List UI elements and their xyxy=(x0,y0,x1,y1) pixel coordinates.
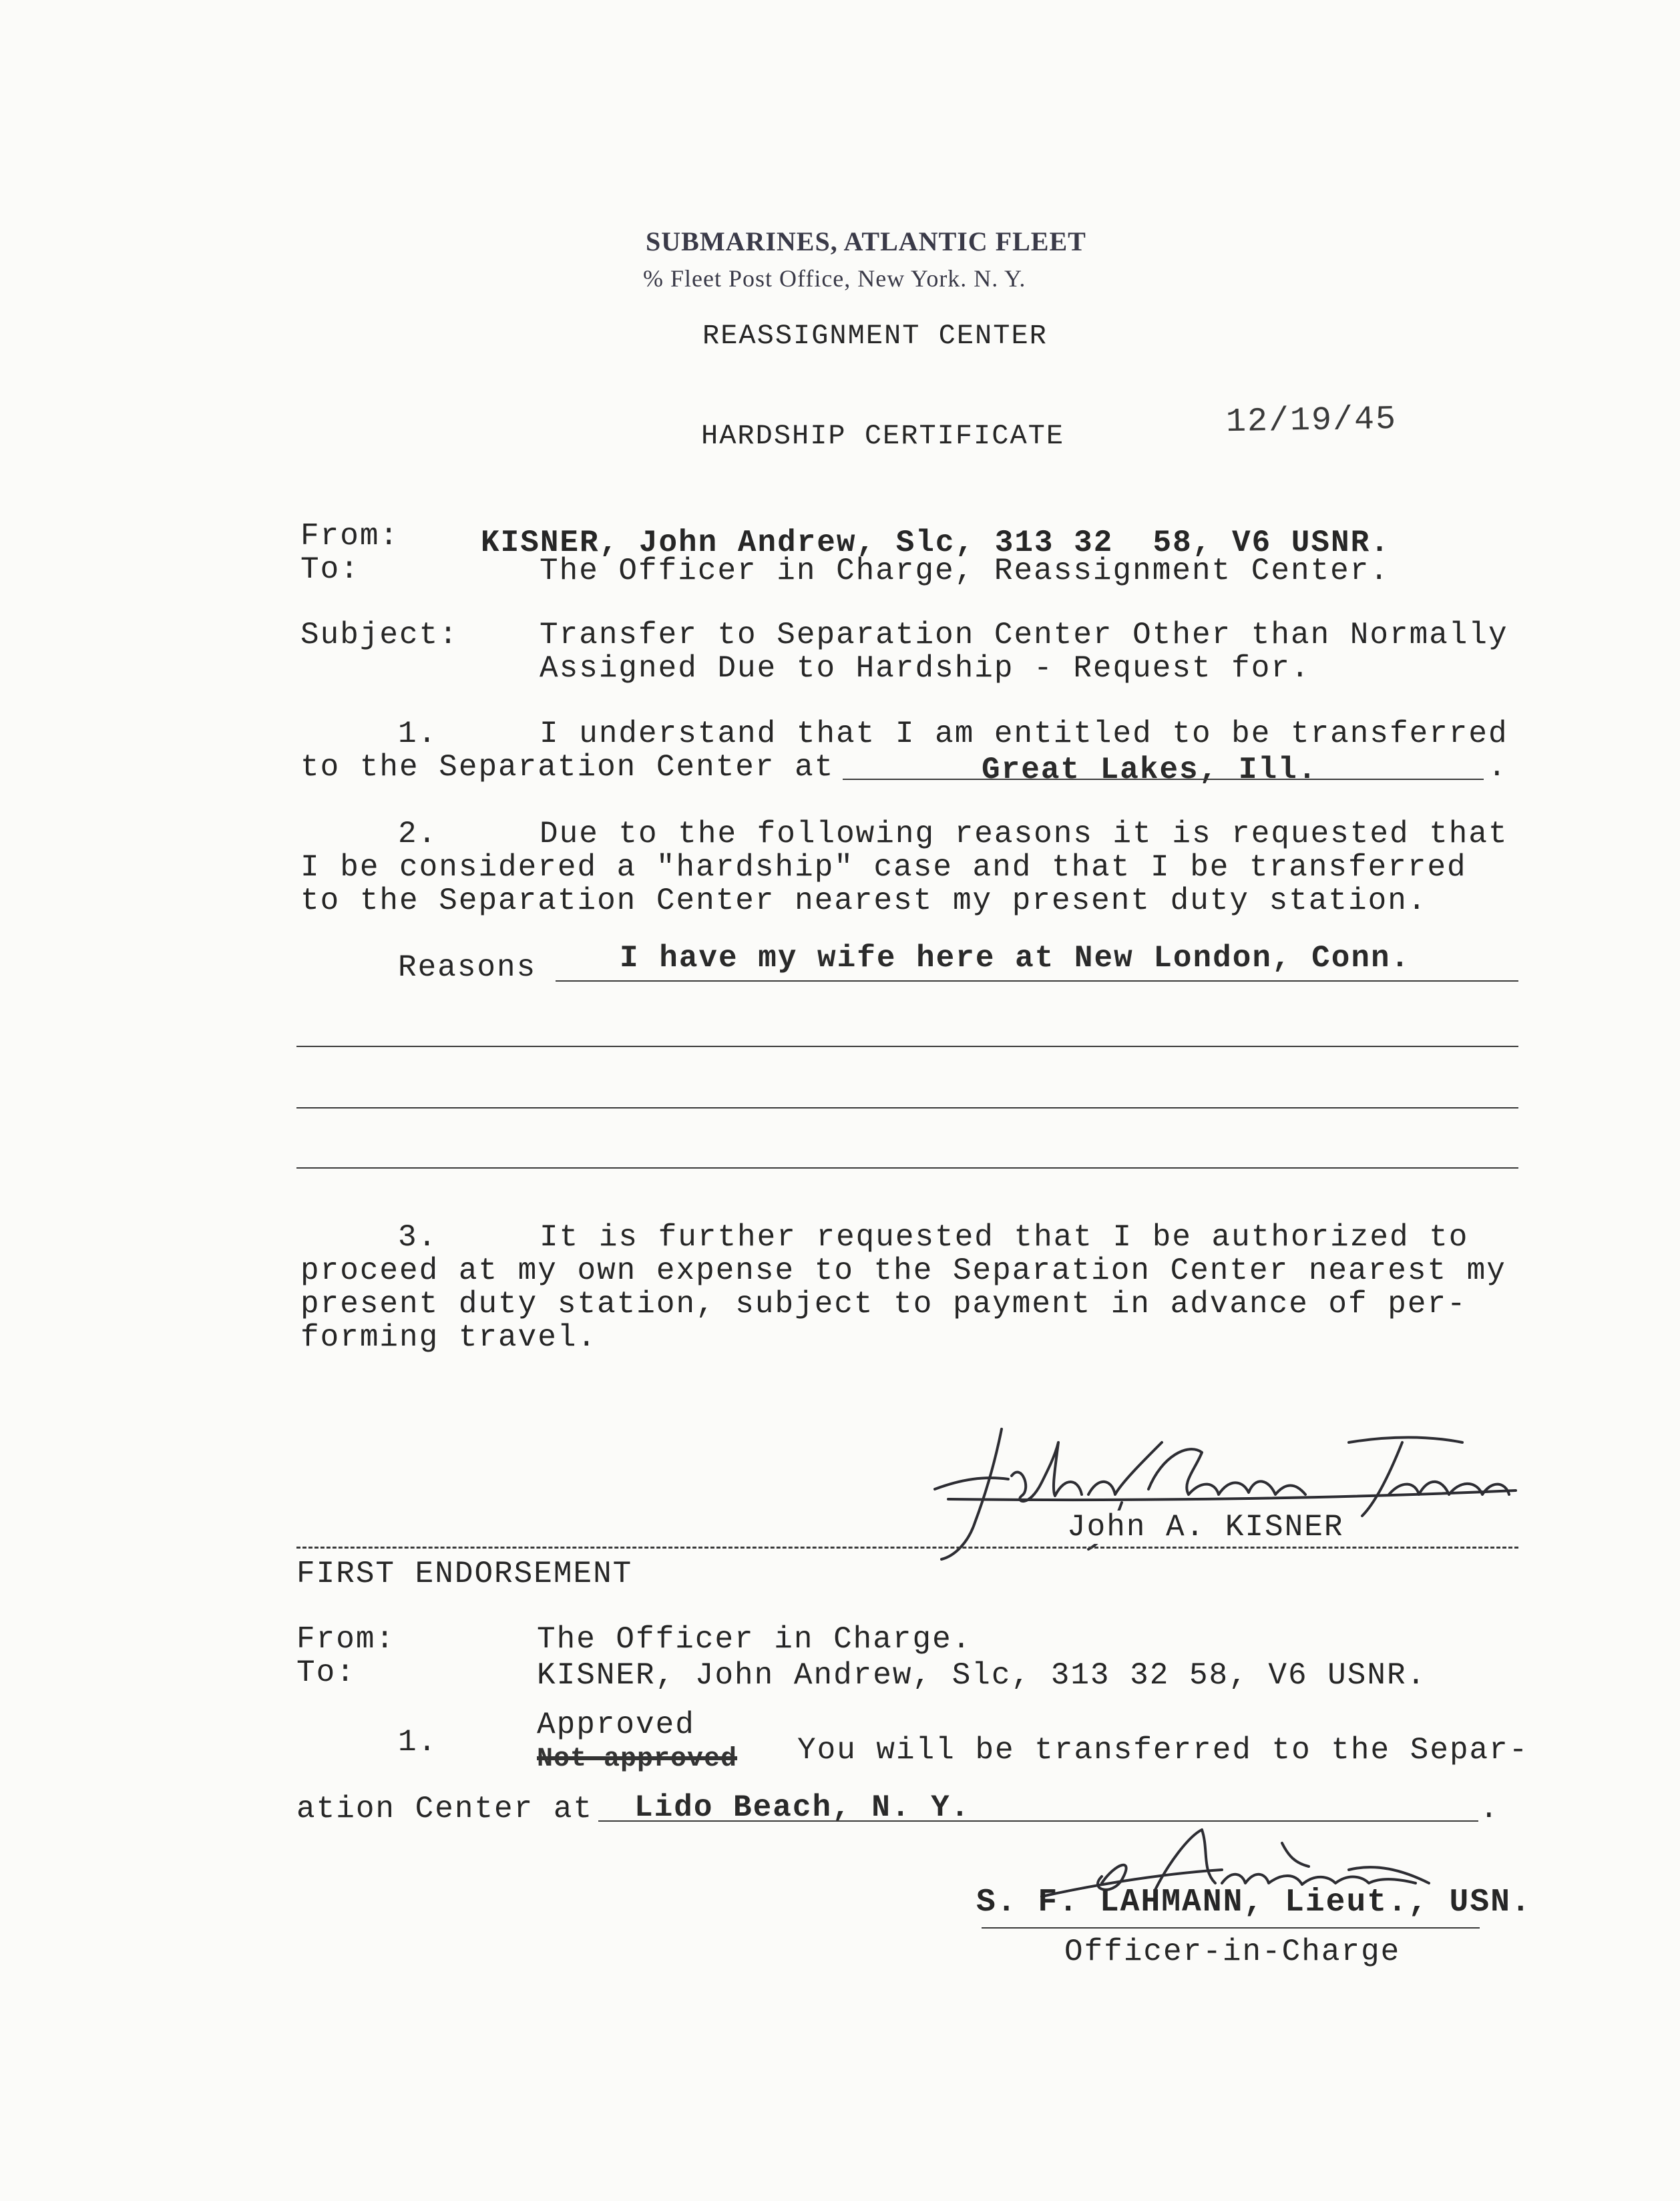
letterhead-unit: REASSIGNMENT CENTER xyxy=(702,320,1048,352)
to-label: To: xyxy=(300,552,360,587)
para-3-line-4: forming travel. xyxy=(300,1320,598,1355)
endorsement-line-1-rest: You will be transferred to the Separ- xyxy=(797,1733,1529,1768)
para-2-line-3: to the Separation Center nearest my present duty station. xyxy=(300,883,1428,918)
endorsement-line-2: ation Center at xyxy=(296,1792,594,1826)
para-2-line-1: Due to the following reasons it is requested that xyxy=(540,817,1508,851)
endorsement-from-value: The Officer in Charge. xyxy=(537,1622,972,1657)
para-1-line-1: I understand that I am entitled to be transferred xyxy=(540,717,1508,751)
reasons-line-2 xyxy=(296,1046,1518,1047)
letterhead-address: % Fleet Post Office, New York. N. Y. xyxy=(643,265,1026,292)
para-1-underline xyxy=(843,779,1484,780)
para-1-number: 1. xyxy=(398,717,438,751)
para-1-separation-center: Great Lakes, Ill. xyxy=(982,753,1318,787)
officer-typed-name: S. F. LAHMANN, Lieut., USN. xyxy=(976,1884,1532,1921)
endorsement-separation-center: Lido Beach, N. Y. xyxy=(634,1790,971,1825)
reasons-line-1 xyxy=(556,980,1518,982)
subject-label: Subject: xyxy=(300,618,459,652)
applicant-signature xyxy=(921,1416,1522,1576)
endorsement-approved: Approved xyxy=(537,1708,695,1742)
endorsement-end: . xyxy=(1480,1792,1500,1826)
para-2-line-2: I be considered a "hardship" case and that I be transferred xyxy=(300,850,1467,885)
applicant-typed-name: John A. KISNER xyxy=(1062,1511,1349,1544)
endorsement-from-label: From: xyxy=(296,1622,396,1657)
reasons-line-4 xyxy=(296,1167,1518,1169)
endorsement-number: 1. xyxy=(398,1725,438,1760)
officer-title-line xyxy=(982,1927,1480,1929)
para-3-number: 3. xyxy=(398,1220,438,1255)
letterhead-org: SUBMARINES, ATLANTIC FLEET xyxy=(646,226,1086,256)
endorsement-to-label: To: xyxy=(296,1655,356,1690)
from-value: KISNER, John Andrew, Slc, 313 32 58, V6 USNR. xyxy=(481,526,1390,560)
officer-signature-text: F. Lahmann xyxy=(1002,1816,1006,1817)
officer-title: Officer-in-Charge xyxy=(1064,1935,1401,1969)
para-1-line-2: to the Separation Center at xyxy=(300,750,835,785)
reasons-line-3 xyxy=(296,1107,1518,1109)
para-2-number: 2. xyxy=(398,817,438,851)
para-3-line-1: It is further requested that I be authorized to xyxy=(540,1220,1469,1255)
para-3-line-3: present duty station, subject to payment in advance of per- xyxy=(300,1287,1467,1322)
reasons-label: Reasons xyxy=(398,950,537,985)
endorsement-not-approved-struck: Not approved xyxy=(537,1744,738,1774)
to-value: The Officer in Charge, Reassignment Center. xyxy=(540,554,1390,588)
endorsement-to-value: KISNER, John Andrew, Slc, 313 32 58, V6 USNR. xyxy=(537,1658,1427,1693)
para-1-end: . xyxy=(1488,750,1508,785)
reasons-value: I have my wife here at New London, Conn. xyxy=(620,941,1411,976)
para-3-line-2: proceed at my own expense to the Separation Center nearest my xyxy=(300,1253,1506,1288)
subject-line-1: Transfer to Separation Center Other than Normally xyxy=(540,618,1508,652)
endorsement-separator xyxy=(296,1547,1518,1549)
endorsement-title: FIRST ENDORSEMENT xyxy=(296,1557,633,1591)
certificate-date: 12/19/45 xyxy=(1225,400,1398,442)
certificate-title: HARDSHIP CERTIFICATE xyxy=(701,420,1065,452)
from-label: From: xyxy=(300,519,400,554)
subject-line-2: Assigned Due to Hardship - Request for. xyxy=(540,651,1311,686)
